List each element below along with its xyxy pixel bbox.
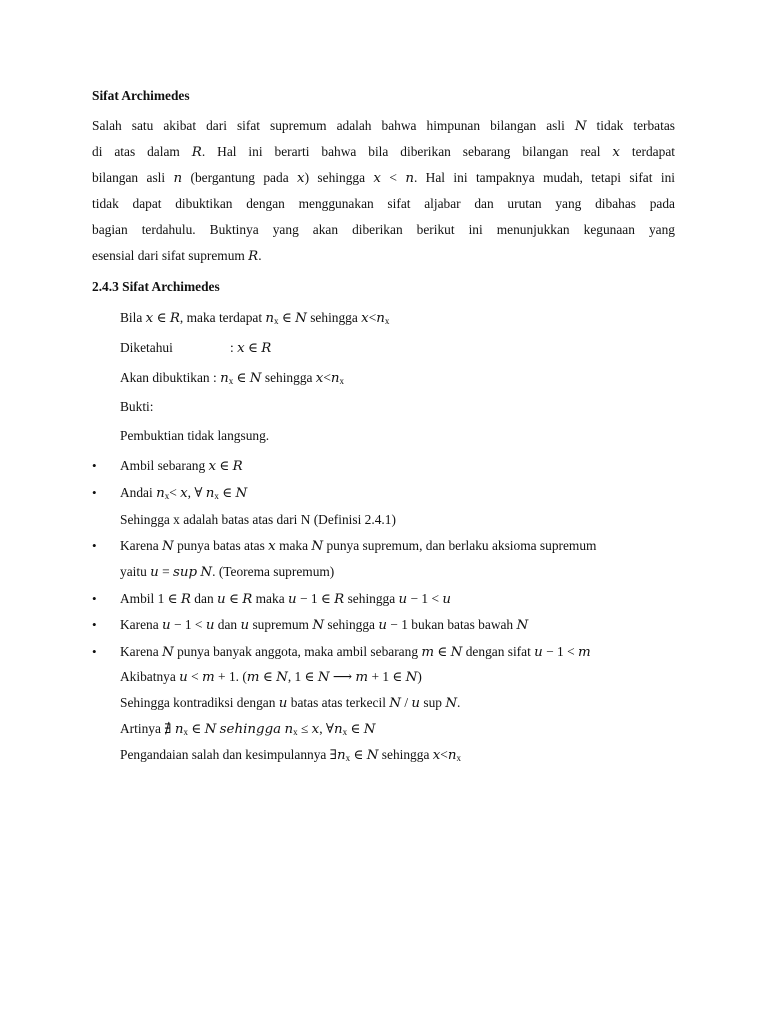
intro-line: Salah satu akibat dari sifat supremum adalah bahwa himpunan bilangan asli 𝑁 tidak terbatas: [92, 118, 675, 133]
to-prove-line: Akan dibuktikan : 𝑛$_x$ ∈ 𝑁 sehingga 𝑥<𝑛$_x$: [120, 370, 345, 386]
theorem-statement: Bila 𝑥 ∈ 𝑅, maka terdapat 𝑛$_x$ ∈ 𝑁 sehingga 𝑥<𝑛$_x$: [120, 310, 390, 326]
given-line: Diketahui : 𝑥 ∈ 𝑅: [120, 340, 272, 355]
bullet-marker: •: [92, 458, 97, 473]
bullet-6-contradiction: Sehingga kontradiksi dengan 𝑢 batas atas terkecil 𝑁 / 𝑢 sup 𝑁.: [120, 695, 461, 710]
intro-line: bagian terdahulu. Buktinya yang akan diberikan berikut ini menunjukkan kegunaan yang: [92, 222, 675, 237]
bullet-marker: •: [92, 617, 97, 632]
bullet-3-line-1: Karena 𝑁 punya batas atas 𝑥 maka 𝑁 punya supremum, dan berlaku aksioma supremum: [120, 538, 597, 553]
intro-line: di atas dalam 𝑅. Hal ini berarti bahwa bila diberikan sebarang bilangan real 𝑥 terdapat: [92, 144, 675, 159]
proof-method: Pembuktian tidak langsung.: [120, 428, 270, 443]
proof-label: Bukti:: [120, 399, 154, 414]
section-heading: Sifat Archimedes: [92, 88, 190, 103]
bullet-1: Ambil sebarang 𝑥 ∈ 𝑅: [120, 458, 243, 473]
bullet-marker: •: [92, 591, 97, 606]
bullet-6-conclusion: Pengandaian salah dan kesimpulannya ∃𝑛$_x$ ∈ 𝑁 sehingga 𝑥<𝑛$_x$: [120, 747, 461, 763]
bullet-6-meaning: Artinya ∄ 𝑛$_x$ ∈ 𝑁 𝑠𝑒ℎ𝑖𝑛𝑔𝑔𝑎 𝑛$_x$ ≤ 𝑥, ∀𝑛$_x$ ∈ 𝑁: [120, 721, 376, 737]
theorem-heading: 2.4.3 Sifat Archimedes: [92, 279, 220, 294]
bullet-marker: •: [92, 644, 97, 659]
bullet-marker: •: [92, 538, 97, 553]
bullet-6-consequence: Akibatnya 𝑢 < 𝑚 + 1. (𝑚 ∈ 𝑁, 1 ∈ 𝑁 ⟶ 𝑚 + 1 ∈ 𝑁): [120, 669, 422, 684]
bullet-5: Karena 𝑢 − 1 < 𝑢 dan 𝑢 supremum 𝑁 sehingga 𝑢 − 1 bukan batas bawah 𝑁: [120, 617, 529, 632]
bullet-3-line-2: yaitu 𝑢 = 𝑠𝑢𝑝 𝑁. (Teorema supremum): [120, 564, 335, 579]
bullet-2-continuation: Sehingga x adalah batas atas dari N (Definisi 2.4.1): [120, 512, 396, 527]
bullet-2: Andai 𝑛$_x$< 𝑥, ∀ 𝑛$_x$ ∈ 𝑁: [120, 485, 248, 501]
bullet-6: Karena 𝑁 punya banyak anggota, maka ambil sebarang 𝑚 ∈ 𝑁 dengan sifat 𝑢 − 1 < 𝑚: [120, 644, 591, 659]
intro-line: esensial dari sifat supremum 𝑅.: [92, 248, 262, 263]
bullet-marker: •: [92, 485, 97, 500]
intro-paragraph: [92, 113, 675, 269]
bullet-4: Ambil 1 ∈ 𝑅 dan 𝑢 ∈ 𝑅 maka 𝑢 − 1 ∈ 𝑅 sehingga 𝑢 − 1 < 𝑢: [120, 591, 451, 606]
intro-line: bilangan asli 𝑛 (bergantung pada 𝑥) sehingga 𝑥 < 𝑛. Hal ini tampaknya mudah, tetapi sifat ini: [92, 170, 675, 185]
intro-line: tidak dapat dibuktikan dengan menggunakan sifat aljabar dan urutan yang dibahas pada: [92, 196, 675, 211]
